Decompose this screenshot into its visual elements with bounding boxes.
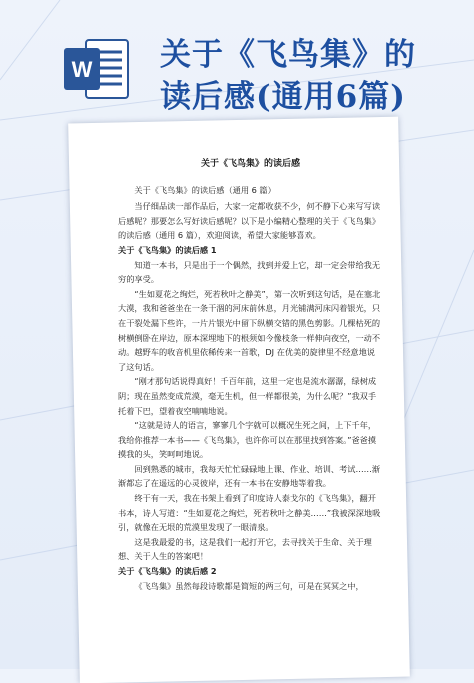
document-subtitle: 关于《飞鸟集》的读后感（通用 6 篇） <box>134 184 276 195</box>
word-document-icon <box>64 38 130 100</box>
page-title <box>160 34 416 118</box>
section-heading: 关于《飞鸟集》的读后感 1 <box>118 244 217 255</box>
paragraph: “这就是诗人的语言，寥寥几个字就可以概况生死之间，上下千年，我给你推荐一本书——《飞鸟集》，也许你可以在那里找到答案。”爸爸摸摸我的头，笑呵呵地说。 <box>118 420 377 460</box>
paragraph: 当仔细品读一部作品后，大家一定都收获不少，何不静下心来写写读后感呢？那要怎么写好读后感呢？以下是小编精心整理的关于《飞鸟集》的读后感（通用 6 篇），欢迎阅读，希望大家能够喜欢。 <box>118 201 381 241</box>
paragraph: 这是我最爱的书，这是我们一起打开它，去寻找关于生命、关于理想、关于人生的答案吧！ <box>118 536 372 562</box>
paragraph: 知道一本书，只是出于一个偶然，找到并爱上它，却一定会带给我无穷的享受。 <box>118 259 381 285</box>
section-heading: 关于《飞鸟集》的读后感 2 <box>118 566 217 577</box>
page-title-line-2: 读后感(通用6篇) <box>160 79 406 115</box>
document-body <box>118 157 383 593</box>
paragraph: 回到熟悉的城市，我每天忙忙碌碌地上课、作业、培训、考试……渐渐都忘了在遥远的心灵彼岸，还有一本书在安静地等着我。 <box>118 463 381 489</box>
svg-text:W: W <box>71 57 93 82</box>
page-title-line-1: 关于《飞鸟集》的 <box>160 37 416 73</box>
paragraph: “生如夏花之绚烂，死若秋叶之静美”，第一次听到这句话，是在塞北大漠，我和爸爸坐在一条干涸的河床前休息，月光铺满河床闪着银光，只在干裂处漏下些许，一片片银光中留下纵横交错的黑色剪影。几棵枯死的树横倒卧在岸边，原本深埋地下的根须如今像枝条一样伸向夜空，一动不动。越野车的收音机里依稀传来一首歌，DJ 在优美的旋律里不经意地说了这句话。 <box>118 288 381 372</box>
paragraph: 终于有一天，我在书架上看到了印度诗人泰戈尔的《飞鸟集》，翻开书本，诗人写道：“生如夏花之绚烂，死若秋叶之静美……”我被深深地吸引，就像在无垠的荒漠里发现了一眼清泉。 <box>118 493 381 533</box>
document-title: 关于《飞鸟集》的读后感 <box>200 159 300 169</box>
paragraph: “刚才那句话说得真好！千百年前，这里一定也是流水潺潺，绿树成阴；现在虽然变成荒漠，毫无生机，但一样都很美，为什么呢？”我双手托着下巴，望着夜空喃喃地说。 <box>118 376 377 416</box>
paragraph: 《飞鸟集》虽然每段诗歌都是简短的两三句，可是在冥冥之中， <box>134 580 364 591</box>
